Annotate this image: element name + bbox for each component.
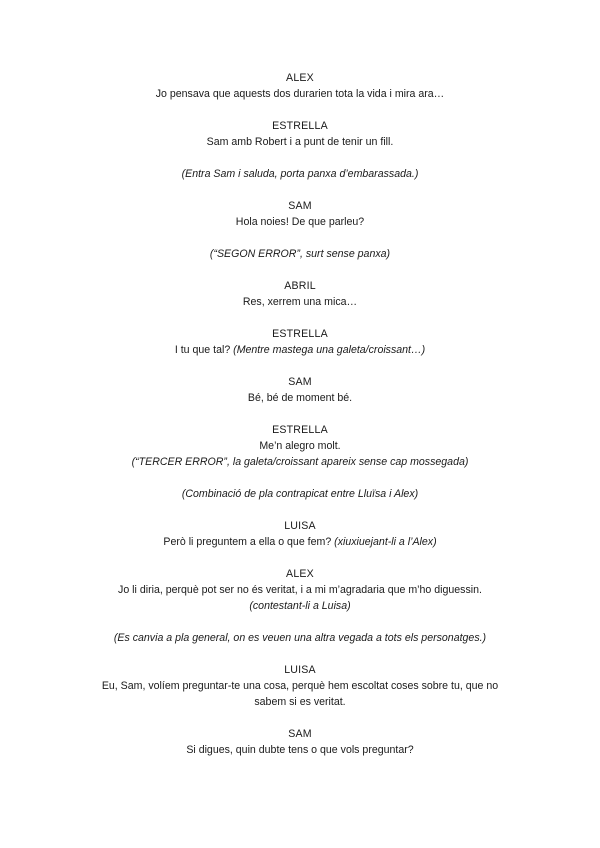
stage-direction: (“SEGON ERROR”, surt sense panxa): [209, 248, 391, 260]
dialogue-line-with-direction: [60, 534, 540, 550]
speaker-name: ESTRELLA: [272, 424, 328, 436]
stage-direction: (Es canvia a pla general, on es veuen una altra vegada a tots els personatges.): [113, 632, 487, 644]
dialogue-block: [60, 662, 540, 710]
dialogue-text: I tu que tal?: [174, 344, 231, 356]
stage-direction: (“TERCER ERROR”, la galeta/croissant apareix sense cap mossegada): [131, 456, 469, 468]
dialogue-block: [60, 70, 540, 102]
dialogue-line-with-direction: [60, 342, 540, 358]
dialogue-text: Però li preguntem a ella o que fem?: [163, 536, 332, 548]
speaker-name: ESTRELLA: [272, 120, 328, 132]
speaker-name: ABRIL: [284, 280, 316, 292]
dialogue-column: [60, 70, 540, 774]
stage-direction: (contestant-li a Luisa): [249, 600, 351, 612]
speaker-name: LUISA: [284, 664, 316, 676]
speaker-name: ALEX: [286, 72, 314, 84]
dialogue-block: [60, 726, 540, 758]
dialogue-line: Me’n alegro molt.: [259, 440, 341, 452]
dialogue-block: [60, 374, 540, 406]
dialogue-block: [60, 326, 540, 358]
dialogue-block: [60, 518, 540, 550]
dialogue-block: [60, 198, 540, 230]
dialogue-line: Sam amb Robert i a punt de tenir un fill.: [206, 136, 394, 148]
speaker-name: SAM: [288, 200, 312, 212]
stage-direction-block: [60, 166, 540, 182]
inline-stage-direction: (xiuxiuejant-li a l’Alex): [334, 536, 437, 548]
stage-direction: (Entra Sam i saluda, porta panxa d’embarassada.): [181, 168, 419, 180]
dialogue-block: [60, 422, 540, 470]
dialogue-block: [60, 278, 540, 310]
speaker-name: ESTRELLA: [272, 328, 328, 340]
dialogue-line: Res, xerrem una mica…: [242, 296, 358, 308]
speaker-name: LUISA: [284, 520, 316, 532]
stage-direction-block: [60, 246, 540, 262]
speaker-name: ALEX: [286, 568, 314, 580]
dialogue-line: sabem si es veritat.: [254, 696, 346, 708]
dialogue-line: Si digues, quin dubte tens o que vols preguntar?: [186, 744, 414, 756]
dialogue-line: Bé, bé de moment bé.: [247, 392, 353, 404]
inline-stage-direction: (Mentre mastega una galeta/croissant…): [233, 344, 426, 356]
dialogue-block: [60, 118, 540, 150]
stage-direction-block: [60, 486, 540, 502]
dialogue-line: Hola noies! De que parleu?: [235, 216, 365, 228]
stage-direction-block: [60, 630, 540, 646]
speaker-name: SAM: [288, 376, 312, 388]
dialogue-line: Jo li diria, perquè pot ser no és veritat, i a mi m’agradaria que m’ho diguessin.: [118, 584, 482, 596]
dialogue-line: Jo pensava que aquests dos durarien tota la vida i mira ara…: [155, 88, 445, 100]
speaker-name: SAM: [288, 728, 312, 740]
dialogue-block: [60, 566, 540, 614]
dialogue-line: Eu, Sam, volíem preguntar-te una cosa, perquè hem escoltat coses sobre tu, que no: [101, 680, 499, 692]
stage-direction: (Combinació de pla contrapicat entre Lluïsa i Alex): [181, 488, 419, 500]
